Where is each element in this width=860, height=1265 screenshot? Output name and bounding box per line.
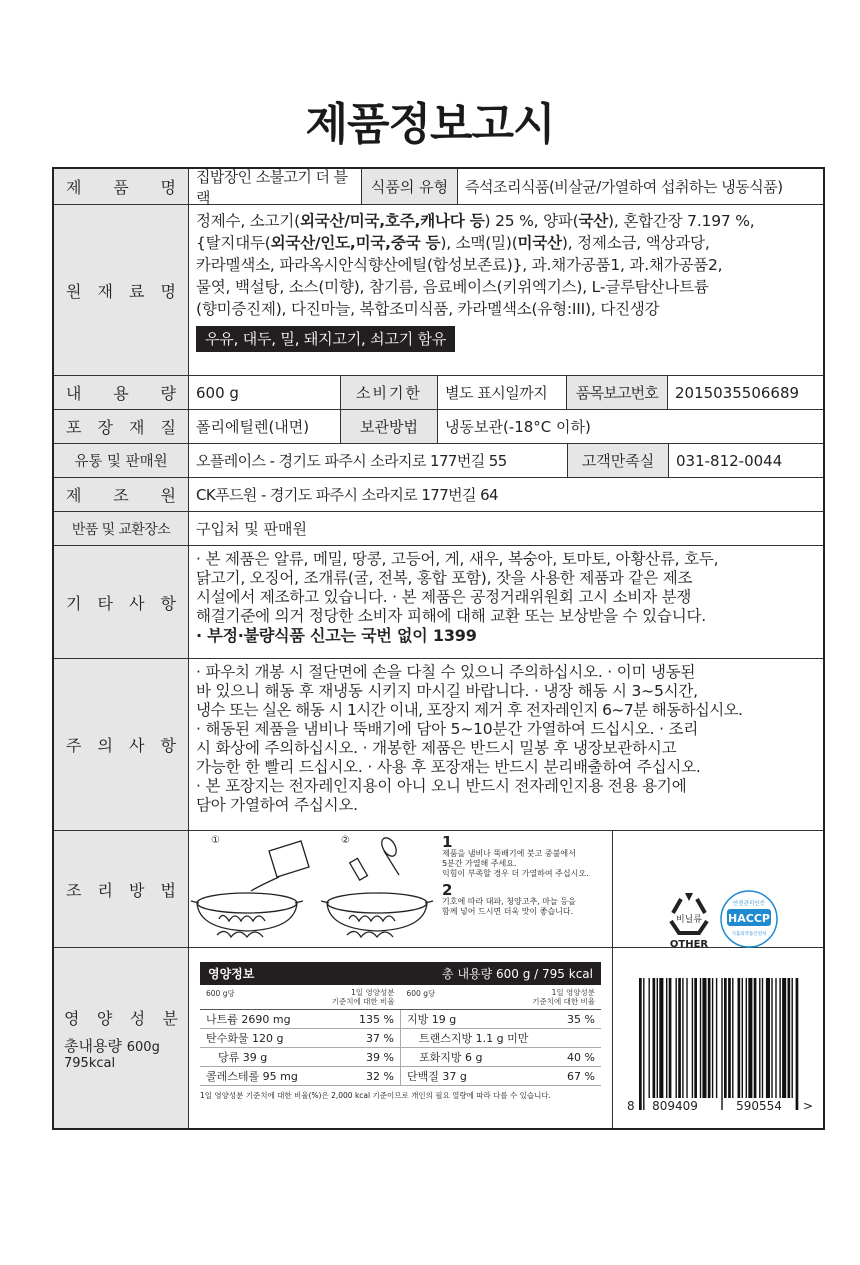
step2-number: 2 xyxy=(442,881,453,899)
nutrition-row: 지방 19 g 35 % xyxy=(401,1010,601,1029)
row-etc xyxy=(54,546,823,659)
barcode-bar xyxy=(676,978,677,1098)
barcode-digits-left: 809409 xyxy=(652,1099,698,1113)
barcode-bar xyxy=(738,978,741,1098)
nutrition-right-column xyxy=(401,1010,601,1086)
barcode xyxy=(613,948,823,1128)
svg-text:HACCP: HACCP xyxy=(728,912,770,925)
ingredients-line: 정제수, 소고기(외국산/미국,호주,캐나다 등) 25 %, 양파(국산), 혼합간장 7.197 %, xyxy=(196,212,755,230)
barcode-bar xyxy=(657,978,658,1098)
row-nutrition xyxy=(54,948,823,1128)
barcode-bar xyxy=(748,978,752,1098)
barcode-bar xyxy=(708,978,711,1098)
nutrition-row: 트랜스지방 1.1 g 미만 xyxy=(401,1029,601,1048)
barcode-bar xyxy=(694,978,697,1098)
ingredients-line: 카라멜색소, 파라옥시안식향산에틸(합성보존료)}, 과.채가공품1, 과.채가공품2, xyxy=(196,256,723,274)
manufacturer-value: CK푸드원 - 경기도 파주시 소라지로 177번길 64 xyxy=(196,486,499,504)
label-report-number: 품목보고번호 xyxy=(566,376,668,409)
etc-text: · 본 제품은 알류, 메밀, 땅콩, 고등어, 게, 새우, 복숭아, 토마토, 아황산류, 호두, 닭고기, 오징어, 조개류(굴, 전복, 홍합 포함), 잣을 사용한 제품과 같은 제조 시설에서 제조하고 있습니다. · 본 제품은 공정거래위원회 고시 소비자 분쟁 해결기준에 의거 정당한 소비자 피해에 대해 교환 또는 보상받을 수 있습니다. · 부정·불량식품 신고는 국번 없이 1399 xyxy=(189,546,823,658)
svg-text:OTHER: OTHER xyxy=(669,939,709,949)
barcode-bar xyxy=(746,978,747,1098)
row-capacity xyxy=(54,376,823,410)
svg-text:안전관리인증: 안전관리인증 xyxy=(733,901,765,907)
label-returns: 반품 및 교환장소 xyxy=(54,512,189,545)
barcode-bar xyxy=(732,978,733,1098)
nutrition-row: 포화지방 6 g 40 % xyxy=(401,1048,601,1067)
step2-marker: ② xyxy=(341,835,350,846)
barcode-bar xyxy=(643,978,644,1110)
barcode-digits-right: 590554 xyxy=(736,1099,782,1113)
returns-value: 구입처 및 판매원 xyxy=(196,520,307,538)
barcode-bar xyxy=(653,978,656,1098)
label-etc: 기 타 사 항 xyxy=(54,546,189,658)
total-capacity-value: 600g xyxy=(126,1039,160,1055)
label-customer-service: 고객만족실 xyxy=(567,444,669,477)
svg-text:비닐류: 비닐류 xyxy=(675,915,703,925)
nutrition-footnote: 1일 영양성분 기준치에 대한 비율(%)은 2,000 kcal 기준이므로 개인의 필요 열량에 따라 다를 수 있습니다. xyxy=(200,1091,551,1100)
label-distributor: 유통 및 판매원 xyxy=(54,444,189,477)
product-name-value: 집밥장인 소불고기 더 블랙 xyxy=(196,167,348,207)
barcode-bar xyxy=(754,978,757,1098)
barcode-bar xyxy=(649,978,650,1098)
report-hotline: · 부정·불량식품 신고는 국번 없이 1399 xyxy=(196,626,477,645)
nutrition-left-column xyxy=(200,1010,401,1086)
row-returns xyxy=(54,512,823,546)
ingredients-line: 물엿, 백설탕, 소스(미향), 참기름, 음료베이스(키위엑기스), L-글루탐산나트륨 xyxy=(196,278,709,296)
barcode-bar xyxy=(766,978,770,1098)
row-caution xyxy=(54,659,823,831)
ingredients-text xyxy=(189,205,823,375)
cooking-instructions xyxy=(189,831,613,948)
nutrition-section xyxy=(189,948,823,1128)
row-packaging xyxy=(54,410,823,444)
barcode-bar xyxy=(700,978,701,1098)
row-manufacturer xyxy=(54,478,823,512)
capacity-value: 600 g xyxy=(196,383,239,402)
barcode-bar xyxy=(682,978,683,1098)
customer-service-phone: 031-812-0044 xyxy=(676,451,783,470)
barcode-bar xyxy=(782,978,786,1098)
ingredients-line: {탈지대두(외국산/인도,미국,중국 등), 소맥(밀)(미국산), 정제소금, 액상과당, xyxy=(196,234,710,252)
label-caution: 주 의 사 항 xyxy=(54,659,189,830)
barcode-bar xyxy=(771,978,772,1098)
barcode-bar xyxy=(669,978,672,1098)
certification-marks xyxy=(613,831,823,948)
report-number-value: 2015035506689 xyxy=(675,383,800,402)
barcode-bar xyxy=(762,978,763,1098)
barcode-bar xyxy=(728,978,731,1098)
barcode-bar xyxy=(721,978,722,1110)
expiry-value: 별도 표시일까지 xyxy=(445,384,548,402)
packaging-value: 폴리에틸렌(내면) xyxy=(196,418,310,436)
allergy-badge: 우유, 대두, 밀, 돼지고기, 쇠고기 함유 xyxy=(196,326,455,352)
barcode-bar xyxy=(716,978,717,1098)
barcode-bars xyxy=(613,948,825,1126)
total-capacity-label: 총내용량 xyxy=(64,1036,122,1055)
barcode-bar xyxy=(759,978,760,1098)
barcode-bar xyxy=(742,978,743,1098)
nutrition-row: 나트륨 2690 mg 135 % xyxy=(200,1010,400,1029)
pot-pouring-icon xyxy=(191,841,309,937)
cooking-steps: 1 제품을 냄비나 뚝배기에 붓고 중불에서 5분간 가열해 주세요. 익힘이 부족할 경우 더 가열하여 주십시오. 2 기호에 따라 대파, 청양고추, 마늘 등을 함께 넣어 드시면 더욱 맛이 좋습니다. xyxy=(442,835,610,917)
barcode-bar xyxy=(796,978,799,1110)
barcode-bar xyxy=(678,978,681,1098)
label-product-name: 제 품 명 xyxy=(54,169,189,204)
svg-text:식품의약품안전처: 식품의약품안전처 xyxy=(731,932,767,937)
total-kcal: 795kcal xyxy=(64,1055,116,1071)
barcode-digit-first: 8 xyxy=(627,1099,635,1113)
distributor-value: 오플레이스 - 경기도 파주시 소라지로 177번길 55 xyxy=(196,452,507,470)
step1-number: 1 xyxy=(442,833,453,851)
food-type-value: 즉석조리식품(비살균/가열하여 섭취하는 냉동식품) xyxy=(465,178,783,196)
label-packaging: 포 장 재 질 xyxy=(54,410,189,443)
label-nutrition: 영 양 성 분 총내용량 600g 795kcal xyxy=(54,948,189,1128)
barcode-bar xyxy=(712,978,713,1098)
page-title: 제품정보고시 xyxy=(305,99,555,150)
label-expiry: 소비기한 xyxy=(340,376,438,409)
label-manufacturer: 제 조 원 xyxy=(54,478,189,511)
barcode-bar xyxy=(702,978,706,1098)
ingredients-line: (향미증진제), 다진마늘, 복합조미식품, 카라멜색소(유형:III), 다진생강 xyxy=(196,300,660,318)
barcode-bar xyxy=(666,978,667,1098)
recycle-icon xyxy=(659,889,719,949)
barcode-bar xyxy=(792,978,793,1098)
nutrition-row: 당류 39 g 39 % xyxy=(200,1048,400,1067)
caution-text: · 파우치 개봉 시 절단면에 손을 다칠 수 있으니 주의하십시오. · 이미 냉동된 바 있으니 해동 후 재냉동 시키지 마시길 바랍니다. · 냉장 해동 시 3~5시간, 냉수 또는 실온 해동 시 1시간 이내, 포장지 제거 후 전자레인지 6~7분 해동하십시오. · 해동된 제품을 냄비나 뚝배기에 담아 5~10분간 가열하여 드십시오. · 조리 시 화상에 주의하십시오. · 개봉한 제품은 반드시 밀봉 후 냉장보관하시고 가능한 한 빨리 드십시오. · 사용 후 포장재는 반드시 분리배출하여 주십시오. · 본 포장지는 전자레인지용이 아니 오니 반드시 전자레인지용 전용 용기에 담아 가열하여 주십시오. xyxy=(196,663,743,814)
cooking-section xyxy=(189,831,823,948)
label-cooking: 조 리 방 법 xyxy=(54,831,189,947)
label-storage: 보관방법 xyxy=(340,410,438,443)
barcode-bar xyxy=(724,978,727,1098)
nutrition-row: 탄수화물 120 g 37 % xyxy=(200,1029,400,1048)
nutrition-row: 콜레스테롤 95 mg 32 % xyxy=(200,1067,400,1086)
label-capacity: 내 용 량 xyxy=(54,376,189,409)
label-ingredients: 원 재 료 명 xyxy=(54,205,189,375)
row-product-name xyxy=(54,169,823,205)
nutrition-row: 단백질 37 g 67 % xyxy=(401,1067,601,1086)
row-cooking xyxy=(54,831,823,948)
nutrition-header: 영양정보 총 내용량 600 g / 795 kcal xyxy=(200,962,601,985)
barcode-arrow: > xyxy=(803,1099,814,1113)
storage-value: 냉동보관(-18°C 이하) xyxy=(445,418,591,436)
nutrition-facts-table xyxy=(189,948,613,1128)
barcode-bar xyxy=(686,978,687,1098)
barcode-bar xyxy=(692,978,693,1098)
product-info-table xyxy=(52,167,825,1130)
barcode-bar xyxy=(788,978,791,1098)
barcode-bar xyxy=(775,978,776,1098)
step1-marker: ① xyxy=(211,835,220,846)
barcode-bar xyxy=(659,978,663,1098)
nutrition-subheader: 600 g당 1일 영양성분 기준치에 대한 비율 600 g당 1일 영양성분 기준치에 대한 비율 xyxy=(200,985,601,1010)
barcode-bar xyxy=(639,978,642,1110)
label-food-type: 식품의 유형 xyxy=(361,169,458,204)
barcode-bar xyxy=(779,978,780,1098)
haccp-logo xyxy=(719,889,779,949)
pot-seasoning-icon xyxy=(321,835,433,937)
row-distributor xyxy=(54,444,823,478)
cooking-illustration xyxy=(189,831,439,946)
row-ingredients xyxy=(54,205,823,376)
